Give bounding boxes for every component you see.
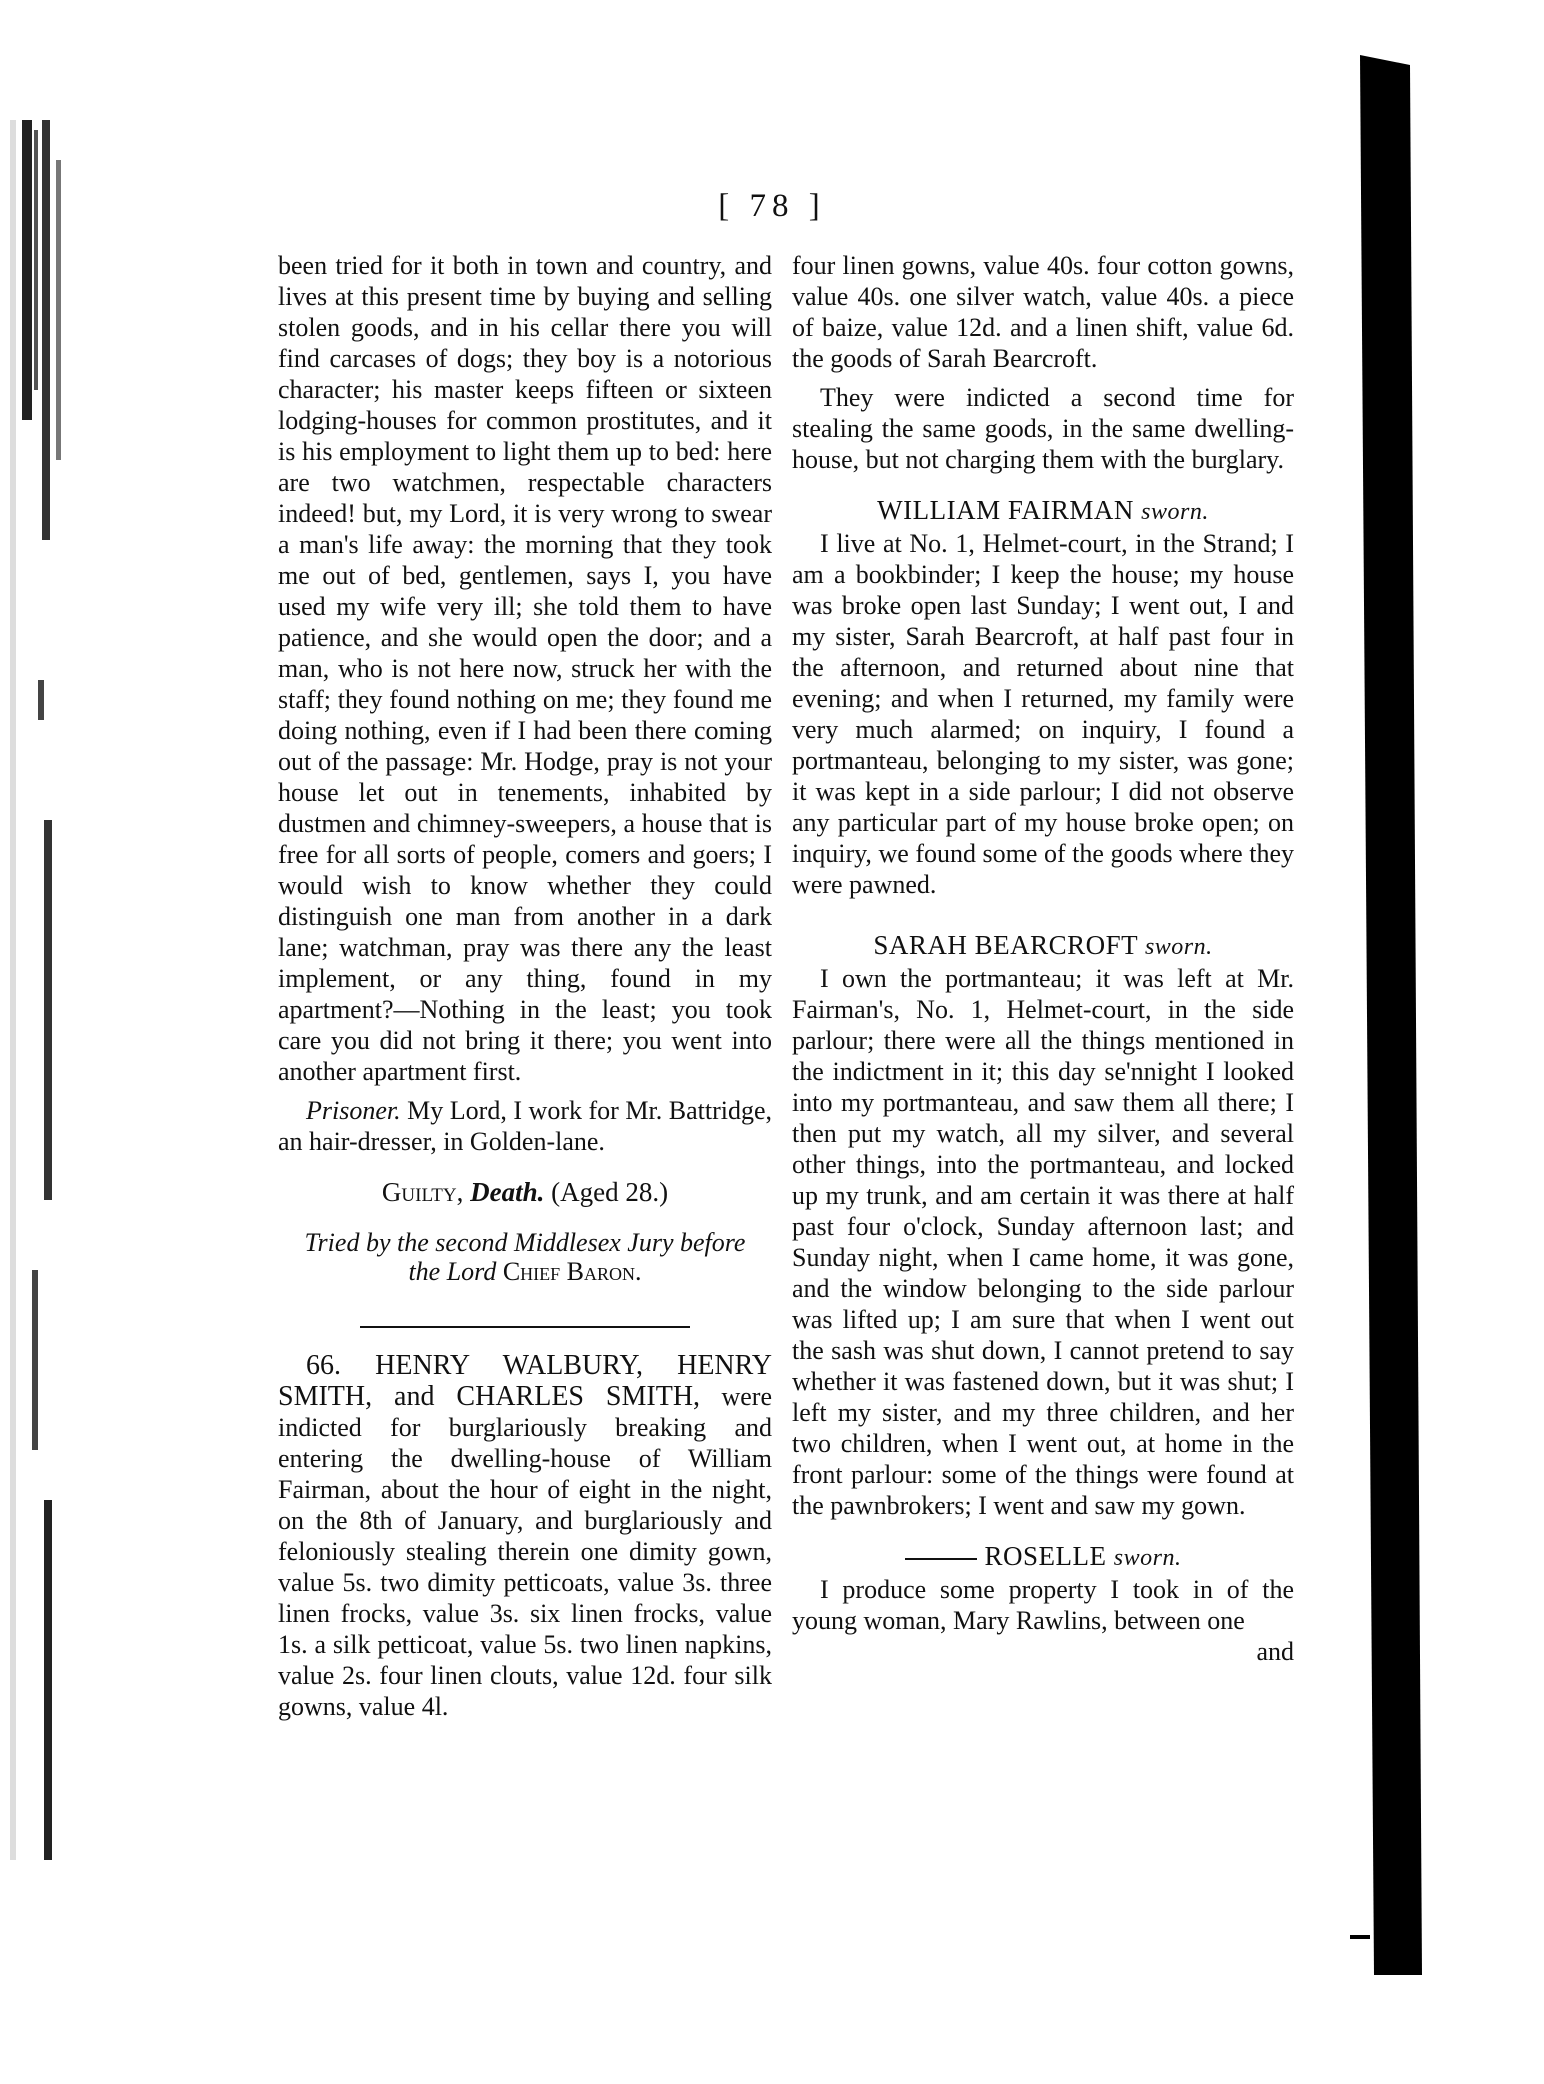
witness-heading-fairman — [792, 495, 1294, 528]
tried-line-2-prefix: the Lord — [408, 1257, 497, 1286]
witness-name: SARAH BEARCROFT — [873, 930, 1138, 960]
verdict-death: Death. — [470, 1177, 545, 1207]
prisoner-label: Prisoner. — [306, 1096, 401, 1125]
verdict-guilty: Guilty, — [381, 1177, 464, 1207]
left-column — [278, 250, 772, 1722]
witness-testimony-fairman: I live at No. 1, Helmet-court, in the Strand; I am a bookbinder; I keep the house; my house was broke open last Sunday; I went out, I and my sister, Sarah Bearcroft, at half past four in the afternoon, and returned about nine that evening; and when I returned, my family were very much alarmed; on inquiry, I found a portmanteau, belonging to my sister, was gone; it was kept in a side parlour; I did not observe any particular part of my house broke open; on inquiry, we found some of the goods where they were pawned. — [792, 529, 1294, 899]
case-indictment-text: were indicted for burglariously breaking and entering the dwelling-house of William Fairman, about the hour of eight in the night, on the 8th of January, and burglariously and feloniously stealing therein one dimity gown, value 5s. two dimity petticoats, value 3s. three linen frocks, value 3s. six linen frocks, value 1s. a silk petticoat, value 5s. two linen napkins, value 2s. four linen clouts, value 12d. four silk gowns, value 4l. — [278, 1382, 772, 1721]
paragraph-goods-list: four linen gowns, value 40s. four cotton gowns, value 40s. one silver watch, value 40s. a piece of baize, value 12d. and a linen shift, value 6d. the goods of Sarah Bearcroft. — [792, 251, 1294, 373]
witness-name: WILLIAM FAIRMAN — [877, 495, 1134, 525]
witness-heading-bearcroft — [792, 930, 1294, 963]
paragraph-prisoner-statement — [278, 1095, 772, 1157]
witness-testimony-roselle: I produce some property I took in of the young woman, Mary Rawlins, between one — [792, 1575, 1294, 1635]
tried-by-line — [278, 1228, 772, 1286]
verdict-age: (Aged 28.) — [551, 1177, 669, 1207]
tried-line-1: Tried by the second Middlesex Jury before — [304, 1228, 746, 1257]
catchword: and — [1256, 1637, 1294, 1666]
case-66-paragraph — [278, 1350, 772, 1722]
prisoner-statement-text: My Lord, I work for Mr. Battridge, an hair-dresser, in Golden-lane. — [278, 1096, 772, 1156]
scan-edge-right — [1350, 55, 1462, 1975]
witness-sworn: sworn. — [1141, 499, 1209, 525]
witness-sworn: sworn. — [1144, 934, 1213, 960]
right-column — [792, 250, 1294, 1667]
witness-name: ROSELLE — [984, 1541, 1107, 1571]
name-dash — [905, 1558, 977, 1560]
case-defendants: HENRY WALBURY, HENRY SMITH, and CHARLES SMITH, — [278, 1350, 772, 1412]
witness-testimony-bearcroft: I own the portmanteau; it was left at Mr. Fairman's, No. 1, Helmet-court, in the side parlour; there were all the things mentioned in the indictment in it; this day se'nnight I looked into my portmanteau, and saw them all there; I then put my watch, all my silver, and several other things, into the portmanteau, and locked up my trunk, and am certain it was there at half past four o'clock, Sunday afternoon last; and Sunday night, when I came home, it was gone, and the window belonging to the side parlour was lifted up; I am sure that when I went out the sash was shut down, I cannot pretend to say whether it was fastened down, but it was shut; I left my sister, and my three children, and her two children, when I went out, at home in the front parlour: some of the things were found at the pawnbrokers; I went and saw my gown. — [792, 964, 1294, 1520]
paragraph-prisoner-defence: been tried for it both in town and country, and lives at this present time by buying and selling stolen goods, and in his cellar there you will find carcases of dogs; they boy is a notorious character; his master keeps fifteen or sixteen lodging-houses for common prostitutes, and it is his employment to light them up to bed: here are two watchmen, respectable characters indeed! but, my Lord, it is very wrong to swear a man's life away: the morning that they took me out of bed, gentlemen, says I, you have used my wife very ill; she told them to have patience, and she would open the door; and a man, who is not here now, struck her with the staff; they found nothing on me; they found me doing nothing, even if I had been there coming out of the passage: Mr. Hodge, pray is not your house let out in tenements, inhabited by dustmen and chimney-sweepers, a house that is free for all sorts of people, comers and goers; I would wish to know whether they could distinguish one man from another in a dark lane; watchman, pray was there any the least implement, or any thing, found in my apartment?—Nothing in the least; you took care you did not bring it there; you went into another apartment first. — [278, 251, 772, 1086]
section-divider — [360, 1326, 690, 1328]
paragraph-second-indictment: They were indicted a second time for stealing the same goods, in the same dwelling-house, but not charging them with the burglary. — [792, 383, 1294, 474]
page-number: [ 78 ] — [718, 188, 826, 224]
scan-edge-left — [8, 120, 78, 1860]
witness-sworn: sworn. — [1113, 1545, 1182, 1571]
witness-heading-roselle — [792, 1541, 1294, 1574]
verdict-line — [278, 1177, 772, 1208]
case-number: 66. — [306, 1350, 341, 1381]
tried-line-2-title: Chief Baron. — [502, 1257, 642, 1286]
